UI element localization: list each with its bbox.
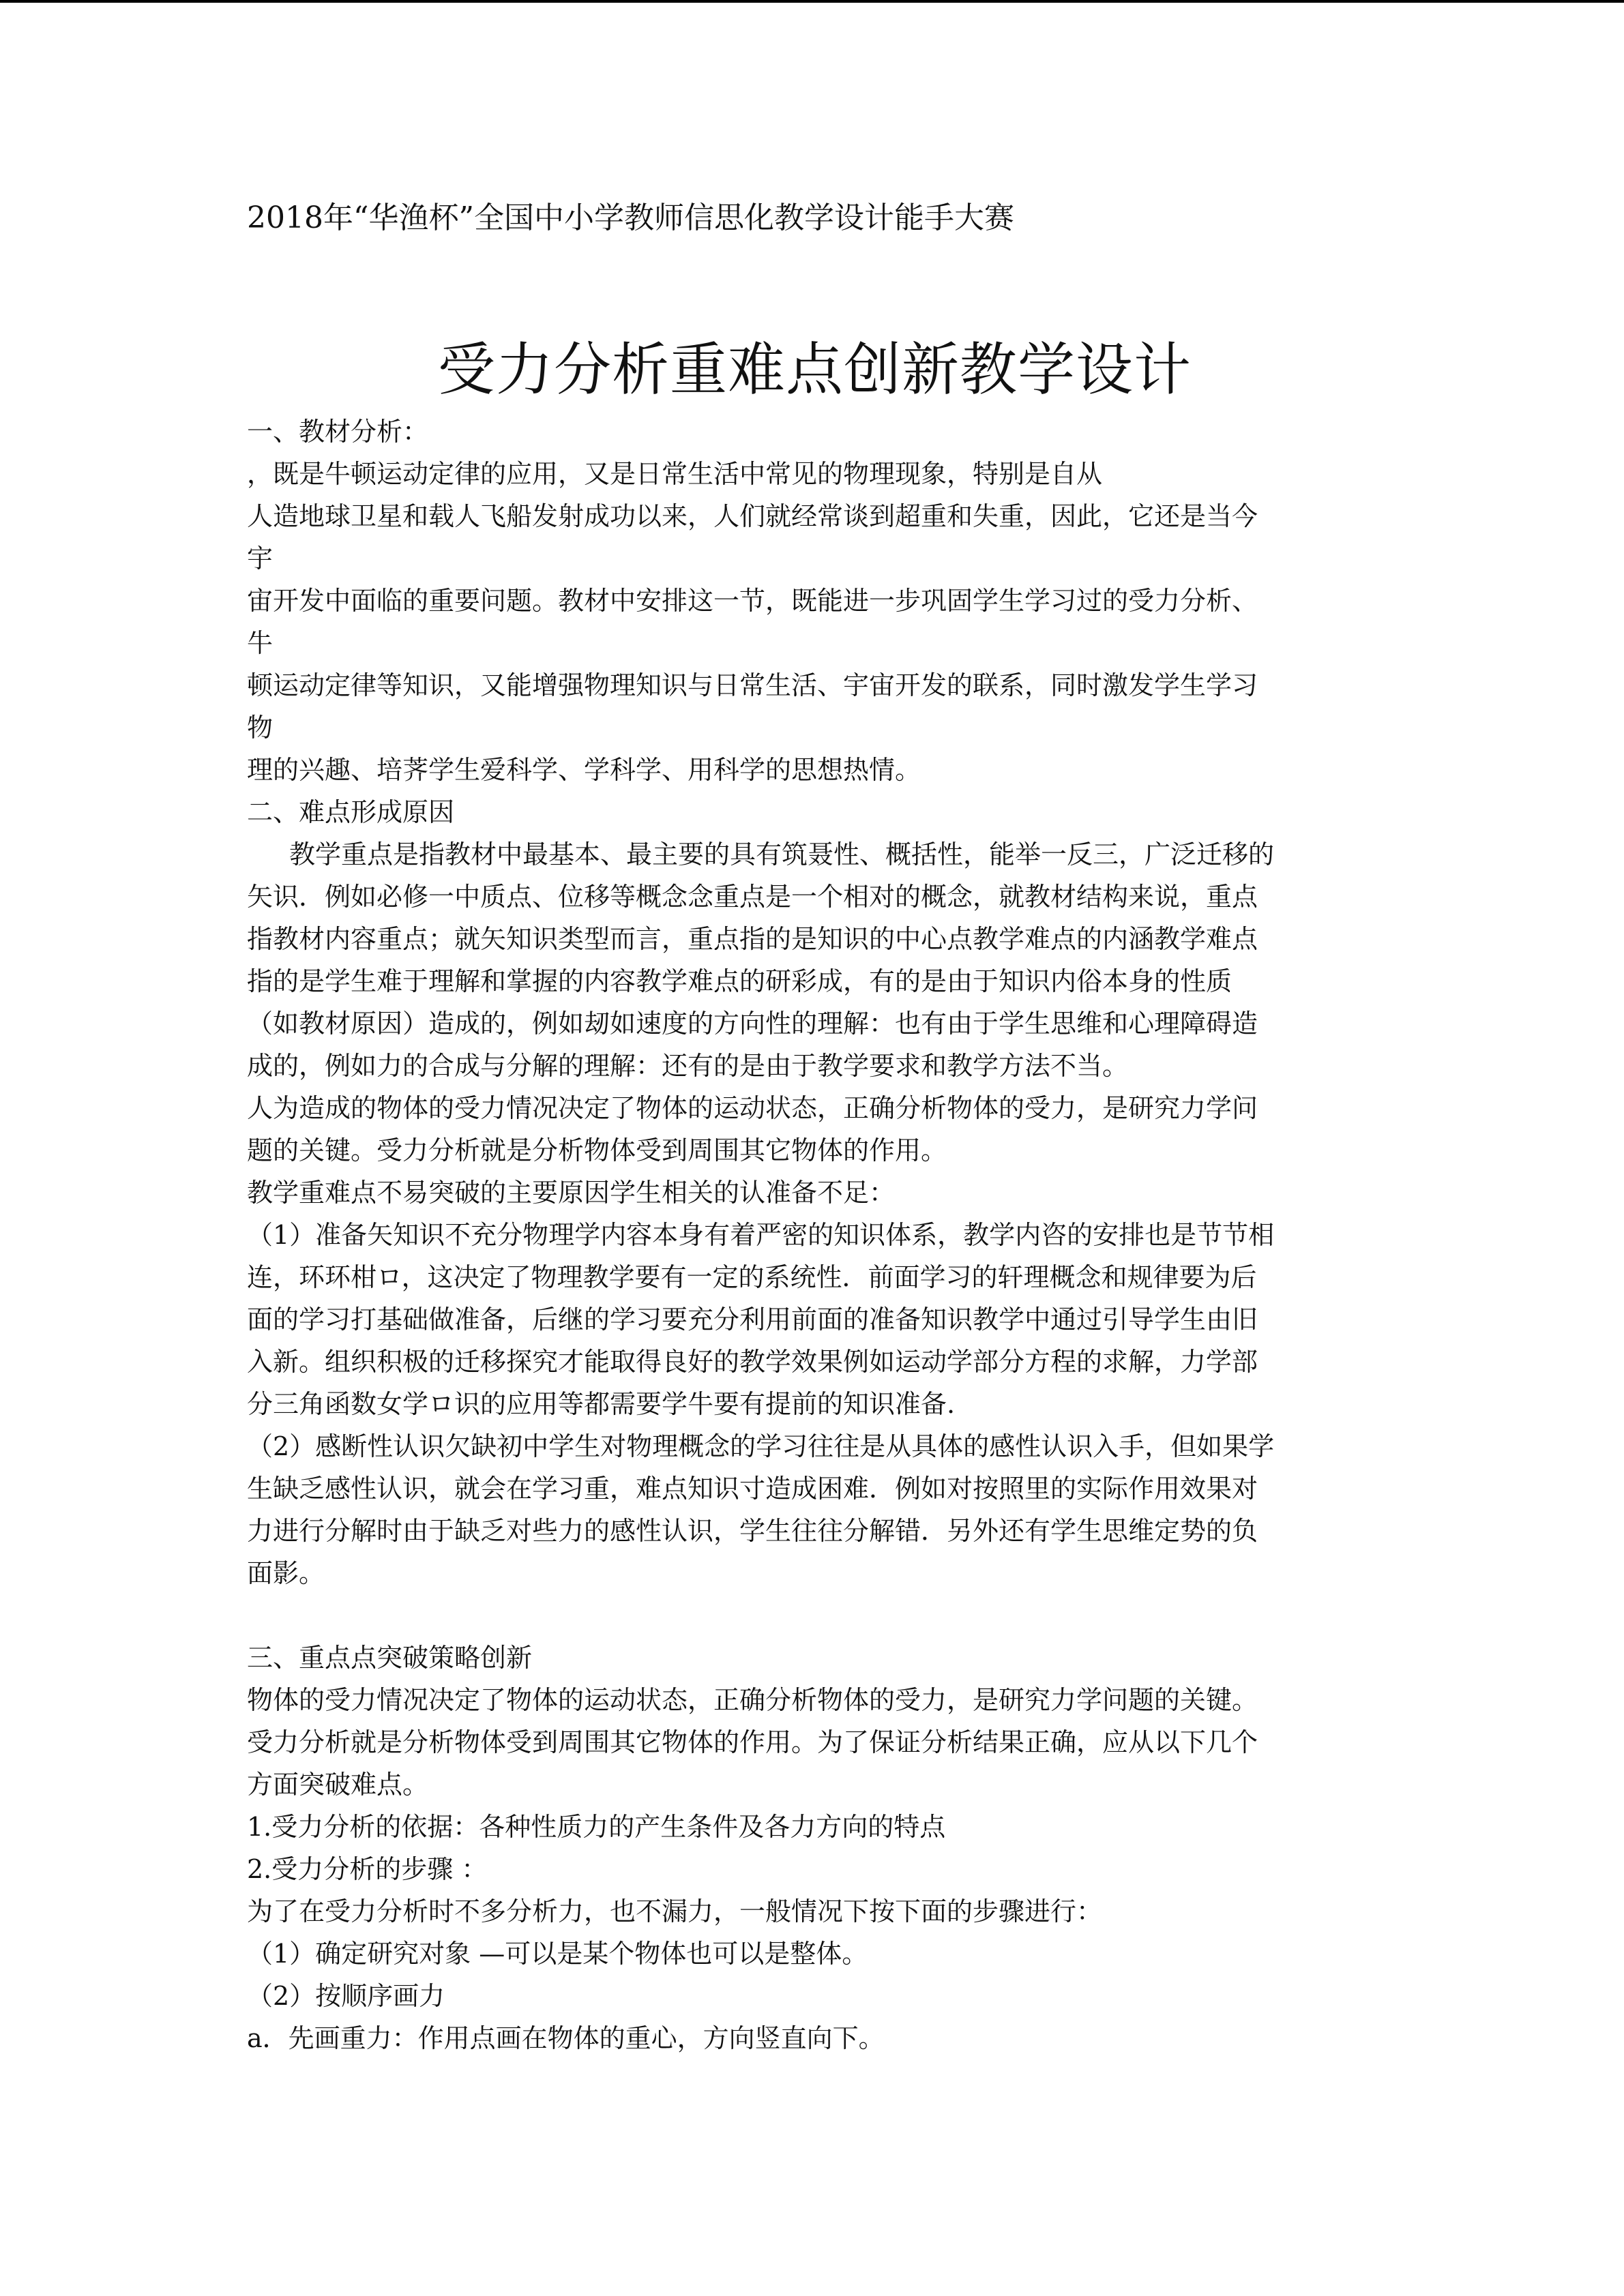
text-line: 入新。组织积极的迁移探究才能取得良好的教学效果例如运动学部分方程的求解，力学部 bbox=[247, 1347, 1258, 1377]
text-line: （2）按顺序画力 bbox=[247, 1981, 445, 2011]
text-line: 成的，例如力的合成与分解的理解：还有的是由于教学要求和教学方法不当。 bbox=[247, 1051, 1129, 1081]
blank-line bbox=[247, 1594, 1383, 1637]
section-heading-1: 一、教材分析： bbox=[247, 417, 429, 447]
text-line: 宇 bbox=[247, 543, 274, 573]
text-line: 物 bbox=[247, 713, 274, 743]
text-line: a．先画重力：作用点画在物体的重心，方向竖直向下。 bbox=[247, 2023, 885, 2053]
document-title: 受力分析重难点创新教学设计 bbox=[437, 336, 1192, 403]
text-line: 教学重点是指教材中最基本、最主要的具有筑聂性、概括性，能举一反三，广泛迁移的 bbox=[289, 839, 1275, 869]
top-border-line bbox=[0, 0, 1624, 3]
section-heading-2: 二、难点形成原因 bbox=[247, 797, 455, 827]
text-line: 生缺乏感性认识，就会在学习重，难点知识寸造成困难．例如对按照里的实际作用效果对 bbox=[247, 1474, 1258, 1504]
contest-heading: 2018年“华渔杯”全国中小学教师信思化教学设计能手大赛 bbox=[247, 200, 1014, 235]
text-line: 顿运动定律等知识，又能增强物理知识与日常生活、宇宙开发的联系，同时激发学生学习 bbox=[247, 670, 1258, 700]
text-line: 人造地球卫星和载人飞船发射成功以来，人们就经常谈到超重和失重，因此，它还是当今 bbox=[247, 501, 1258, 531]
text-line: 宙开发中面临的重要问题。教材中安排这一节，既能进一步巩固学生学习过的受力分析、 bbox=[247, 586, 1258, 616]
text-line: 2.受力分析的步骤 ： bbox=[247, 1854, 488, 1884]
text-line: 题的关键。受力分析就是分析物体受到周围其它物体的作用。 bbox=[247, 1135, 947, 1165]
text-line: 1.受力分析的依据：各种性质力的产生条件及各力方向的特点 bbox=[247, 1812, 946, 1842]
text-line: 力进行分解时由于缺乏对些力的感性认识，学生往往分解错．另外还有学生思维定势的负 bbox=[247, 1516, 1258, 1546]
section-heading-3: 三、重点点突破策略创新 bbox=[247, 1643, 533, 1673]
text-line: 指的是学生难于理解和掌握的内容教学难点的研彩成，有的是由于知识内俗本身的性质 bbox=[247, 966, 1232, 996]
text-line: 人为造成的物体的受力情况决定了物体的运动状态，正确分析物体的受力，是研究力学问 bbox=[247, 1093, 1258, 1123]
text-line: ，既是牛顿运动定律的应用，又是日常生活中常见的物理现象，特别是自从 bbox=[247, 459, 1103, 489]
text-line: 面的学习打基础做准备，后继的学习要充分利用前面的准备知识教学中通过引导学生由旧 bbox=[247, 1304, 1258, 1335]
text-line: 矢识．例如必修一中质点、位移等概念念重点是一个相对的概念，就教材结构来说，重点 bbox=[247, 882, 1258, 912]
text-line: 为了在受力分析时不多分析力，也不漏力，一般情况下按下面的步骤进行： bbox=[247, 1896, 1103, 1926]
text-line: 教学重难点不易突破的主要原因学生相关的认准备不足： bbox=[247, 1178, 896, 1208]
text-line: （1）确定研究对象 —可以是某个物体也可以是整体。 bbox=[247, 1939, 868, 1969]
text-line: 面影。 bbox=[247, 1558, 325, 1588]
text-line: 方面突破难点。 bbox=[247, 1770, 429, 1800]
text-line: 分三角函数女学ロ识的应用等都需要学牛要有提前的知识准备. bbox=[247, 1389, 956, 1419]
text-line: 受力分析就是分析物体受到周围其它物体的作用。为了保证分析结果正确，应从以下几个 bbox=[247, 1727, 1258, 1757]
text-line: 指教材内容重点；就矢知识类型而言，重点指的是知识的中心点教学难点的内涵教学难点 bbox=[247, 924, 1258, 954]
text-line: （1）准备矢知识不充分物理学内容本身有着严密的知识体系，教学内咨的安排也是节节相 bbox=[247, 1220, 1275, 1250]
text-line: （如教材原因）造成的，例如刼如速度的方向性的理解：也有由于学生思维和心理障碍造 bbox=[247, 1009, 1258, 1039]
document-body bbox=[247, 411, 1383, 2059]
text-line: 物体的受力情况决定了物体的运动状态，正确分析物体的受力，是研究力学问题的关键。 bbox=[247, 1685, 1258, 1715]
text-line: 理的兴趣、培荠学生爱科学、学科学、用科学的思想热情。 bbox=[247, 755, 921, 785]
text-line: （2）感断性认识欠缺初中学生对物理概念的学习往往是从具体的感性认识入手，但如果学 bbox=[247, 1431, 1275, 1461]
text-line: 连，环环柑ロ，这决定了物理教学要有一定的系统性．前面学习的轩理概念和规律要为后 bbox=[247, 1262, 1257, 1292]
text-line: 牛 bbox=[247, 628, 274, 658]
